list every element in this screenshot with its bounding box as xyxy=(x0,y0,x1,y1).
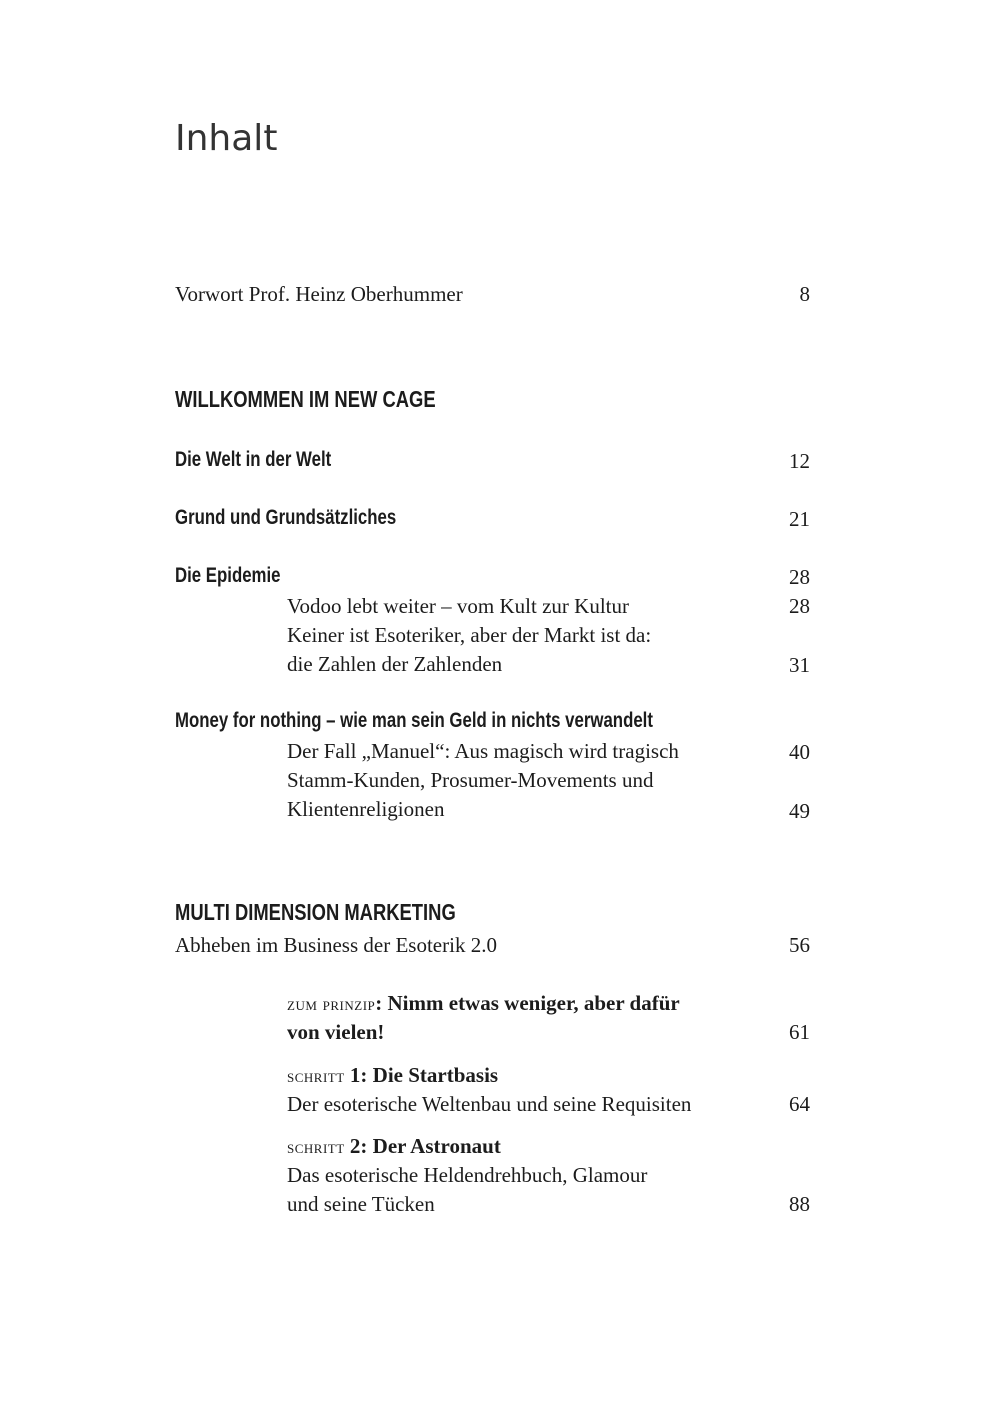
item-page: 64 xyxy=(789,1092,810,1116)
item-page: 61 xyxy=(789,1020,810,1044)
chapter-title: Money for nothing – wie man sein Geld in nichts verwandelt xyxy=(175,709,653,732)
subsection-title-line1: Keiner ist Esoteriker, aber der Markt ist da: xyxy=(287,623,652,647)
chapter-page: 12 xyxy=(789,449,810,473)
page-title: Inhalt xyxy=(175,118,278,159)
subsection-title-line2: Klientenreligionen xyxy=(287,797,445,821)
part2-subheading: Abheben im Business der Esoterik 2.0 xyxy=(175,933,497,957)
item-heading xyxy=(287,989,680,1019)
chapter-title: Grund und Grundsätzliches xyxy=(175,506,397,529)
item-prefix: schritt xyxy=(287,1066,345,1087)
chapter-page: 28 xyxy=(789,565,810,589)
subsection-page: 49 xyxy=(789,799,810,823)
part2-subheading-page: 56 xyxy=(789,933,810,957)
item-title: : Nimm etwas weniger, aber dafür xyxy=(375,991,680,1015)
part2-heading: MULTI DIMENSION MARKETING xyxy=(175,899,456,925)
item-description: Der esoterische Weltenbau und seine Requisiten xyxy=(287,1092,692,1116)
subsection-title-line1: Stamm-Kunden, Prosumer-Movements und xyxy=(287,768,654,792)
subsection-title: Vodoo lebt weiter – vom Kult zur Kultur xyxy=(287,594,629,618)
item-prefix: schritt xyxy=(287,1137,345,1158)
item-title-line2: von vielen! xyxy=(287,1020,385,1044)
item-title: : Der Astronaut xyxy=(360,1134,501,1158)
chapter-page: 21 xyxy=(789,507,810,531)
foreword-label: Vorwort Prof. Heinz Oberhummer xyxy=(175,282,463,306)
chapter-title: Die Epidemie xyxy=(175,564,281,587)
subsection-page: 31 xyxy=(789,653,810,677)
chapter-title: Die Welt in der Welt xyxy=(175,448,332,471)
item-heading xyxy=(287,1132,501,1162)
item-number: 1 xyxy=(349,1063,361,1087)
item-prefix: zum prinzip xyxy=(287,994,376,1015)
subsection-page: 28 xyxy=(789,594,810,618)
item-description-line1: Das esoterische Heldendrehbuch, Glamour xyxy=(287,1163,648,1187)
item-heading xyxy=(287,1061,498,1091)
foreword-page: 8 xyxy=(799,282,810,306)
subsection-title-line2: die Zahlen der Zahlenden xyxy=(287,652,503,676)
item-description-line2: und seine Tücken xyxy=(287,1192,435,1216)
item-title: : Die Startbasis xyxy=(360,1063,499,1087)
item-page: 88 xyxy=(789,1192,810,1216)
subsection-page: 40 xyxy=(789,740,810,764)
subsection-title: Der Fall „Manuel“: Aus magisch wird tragisch xyxy=(287,739,679,763)
part1-heading: WILLKOMMEN IM NEW CAGE xyxy=(175,386,436,412)
item-number: 2 xyxy=(349,1134,361,1158)
